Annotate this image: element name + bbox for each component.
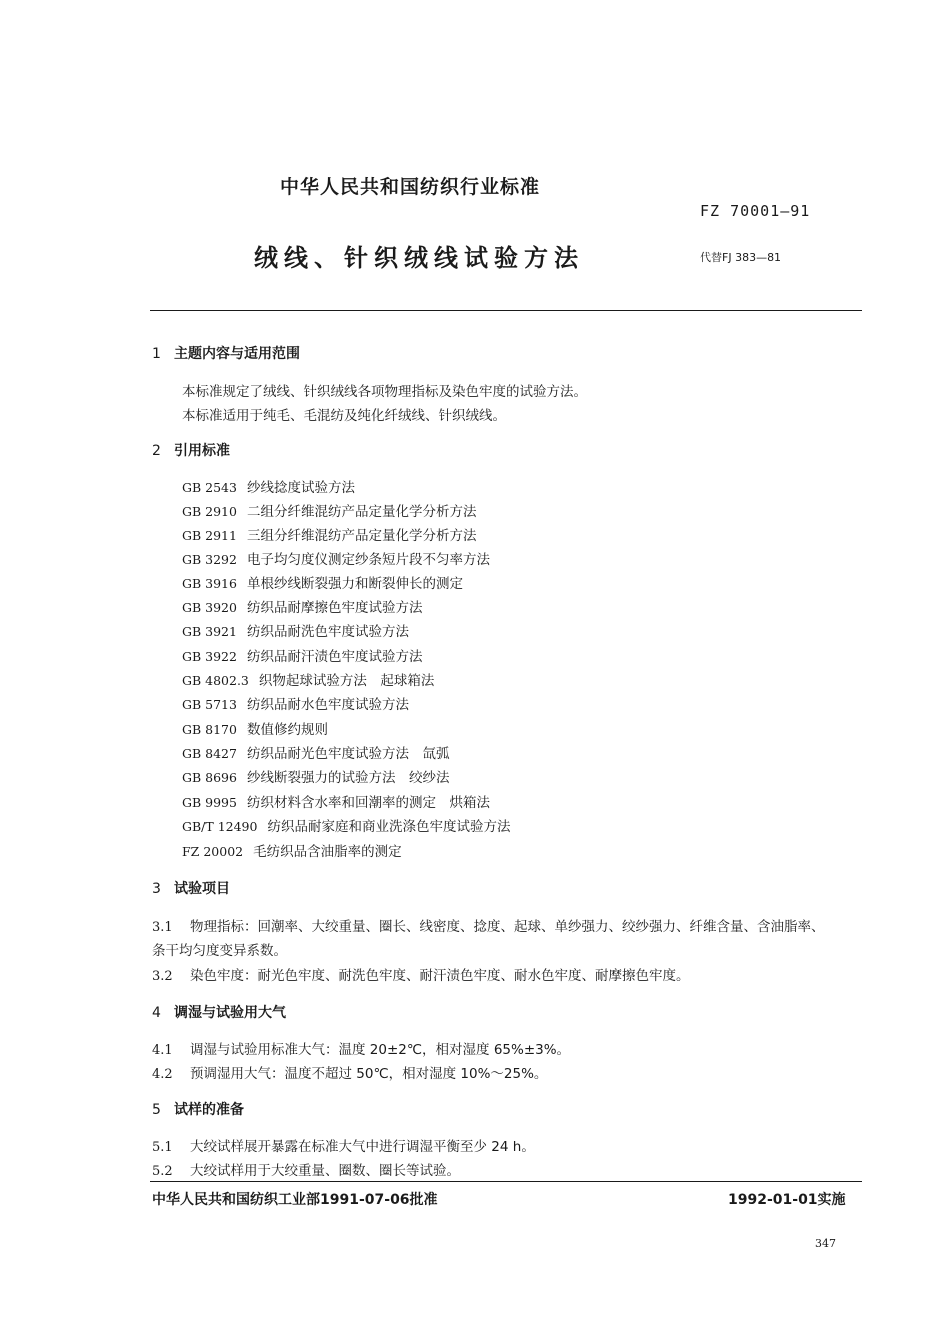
reference-item: [182, 596, 422, 616]
reference-item: [182, 742, 449, 762]
clause-text: 物理指标：回潮率、大绞重量、圈长、线密度、捻度、起球、单纱强力、绞纱强力、纤维含量、含油脂率、: [190, 919, 825, 935]
reference-title: 毛纺织品含油脂率的测定: [253, 844, 402, 860]
section-title: 调湿与试验用大气: [174, 1005, 286, 1021]
clause-3-1: [152, 915, 825, 935]
reference-item: [182, 548, 490, 568]
clause-text: 大绞试样用于大绞重量、圈数、圈长等试验。: [190, 1163, 460, 1179]
reference-title: 纺织品耐洗色牢度试验方法: [246, 624, 409, 640]
section-3-heading: [152, 878, 230, 898]
reference-item: [182, 840, 402, 860]
reference-title: 单根纱线断裂强力和断裂伸长的测定: [246, 576, 463, 592]
section-2-heading: [152, 440, 230, 460]
reference-code: GB/T 12490: [182, 819, 258, 834]
footer-divider: [150, 1181, 862, 1182]
reference-code: GB 3922: [182, 649, 237, 664]
reference-title: 二组分纤维混纺产品定量化学分析方法: [246, 504, 477, 520]
reference-title: 电子均匀度仪测定纱条短片段不匀率方法: [246, 552, 490, 568]
replaces-note: 代替FJ 383—81: [700, 251, 782, 264]
section-number: 3: [152, 881, 161, 897]
reference-code: GB 4802.3: [182, 673, 249, 688]
reference-code: GB 3292: [182, 552, 237, 567]
clause-number: 5.1: [152, 1140, 173, 1155]
reference-item: [182, 645, 422, 665]
reference-title: 纱线捻度试验方法: [246, 480, 355, 496]
approval-line: 中华人民共和国纺织工业部1991-07-06批准: [152, 1192, 438, 1208]
reference-code: GB 2543: [182, 480, 237, 495]
reference-code: GB 3920: [182, 600, 237, 615]
clause-number: 5.2: [152, 1164, 173, 1179]
section-title: 试样的准备: [174, 1102, 244, 1118]
reference-item: [182, 766, 449, 786]
reference-title: 织物起球试验方法 起球箱法: [258, 673, 435, 689]
clause-5-1: [152, 1135, 535, 1155]
clause-4-2: [152, 1062, 547, 1082]
clause-number: 4.2: [152, 1067, 173, 1082]
reference-title: 数值修约规则: [246, 722, 328, 738]
reference-code: GB 3916: [182, 576, 237, 591]
org-title: 中华人民共和国纺织行业标准: [280, 176, 541, 198]
reference-code: GB 8696: [182, 770, 237, 785]
standard-code: FZ 70001—91: [700, 202, 811, 220]
reference-item: [182, 669, 434, 689]
clause-text: 预调湿用大气：温度不超过 50℃，相对湿度 10%～25%。: [190, 1066, 548, 1082]
section-title: 引用标准: [174, 443, 230, 459]
clause-number: 3.2: [152, 969, 173, 984]
reference-item: [182, 620, 409, 640]
section-number: 2: [152, 443, 161, 459]
reference-title: 纺织品耐汗渍色牢度试验方法: [246, 649, 423, 665]
reference-item: [182, 500, 476, 520]
reference-item: [182, 791, 490, 811]
reference-item: [182, 693, 409, 713]
clause-text: 大绞试样展开暴露在标准大气中进行调湿平衡至少 24 h。: [190, 1139, 535, 1155]
reference-title: 纺织品耐光色牢度试验方法 氙弧: [246, 746, 450, 762]
paragraph: 本标准规定了绒线、针织绒线各项物理指标及染色牢度的试验方法。: [182, 384, 587, 400]
reference-item: [182, 718, 328, 738]
reference-code: GB 5713: [182, 697, 237, 712]
effective-date: 1992-01-01实施: [728, 1192, 846, 1208]
clause-3-2: [152, 964, 690, 984]
reference-code: GB 2910: [182, 504, 237, 519]
reference-title: 纱线断裂强力的试验方法 绞纱法: [246, 770, 450, 786]
reference-code: GB 8170: [182, 722, 237, 737]
section-title: 试验项目: [174, 881, 230, 897]
clause-text: 染色牢度：耐光色牢度、耐洗色牢度、耐汗渍色牢度、耐水色牢度、耐摩擦色牢度。: [190, 968, 690, 984]
section-1-heading: [152, 343, 300, 363]
page-number: 347: [815, 1237, 836, 1250]
reference-item: [182, 572, 463, 592]
section-4-heading: [152, 1002, 286, 1022]
reference-item: [182, 524, 476, 544]
clause-4-1: [152, 1038, 570, 1058]
section-number: 4: [152, 1005, 161, 1021]
header-divider: [150, 310, 862, 311]
reference-code: GB 9995: [182, 795, 237, 810]
reference-code: GB 8427: [182, 746, 237, 761]
reference-title: 纺织品耐水色牢度试验方法: [246, 697, 409, 713]
section-number: 5: [152, 1102, 161, 1118]
section-number: 1: [152, 346, 161, 362]
reference-code: FZ 20002: [182, 844, 244, 859]
reference-item: [182, 815, 510, 835]
paragraph: 本标准适用于纯毛、毛混纺及纯化纤绒线、针织绒线。: [182, 408, 506, 424]
clause-number: 3.1: [152, 920, 173, 935]
reference-item: [182, 476, 355, 496]
reference-title: 纺织品耐摩擦色牢度试验方法: [246, 600, 423, 616]
clause-5-2: [152, 1159, 460, 1179]
document-title: 绒线、针织绒线试验方法: [254, 244, 584, 272]
reference-code: GB 2911: [182, 528, 237, 543]
reference-title: 纺织材料含水率和回潮率的测定 烘箱法: [246, 795, 490, 811]
reference-title: 纺织品耐家庭和商业洗涤色牢度试验方法: [267, 819, 511, 835]
clause-number: 4.1: [152, 1043, 173, 1058]
reference-code: GB 3921: [182, 624, 237, 639]
section-5-heading: [152, 1099, 244, 1119]
clause-3-1-continued: 条干均匀度变异系数。: [152, 943, 287, 959]
clause-text: 调湿与试验用标准大气：温度 20±2℃，相对湿度 65%±3%。: [190, 1042, 571, 1058]
section-title: 主题内容与适用范围: [174, 346, 300, 362]
reference-title: 三组分纤维混纺产品定量化学分析方法: [246, 528, 477, 544]
